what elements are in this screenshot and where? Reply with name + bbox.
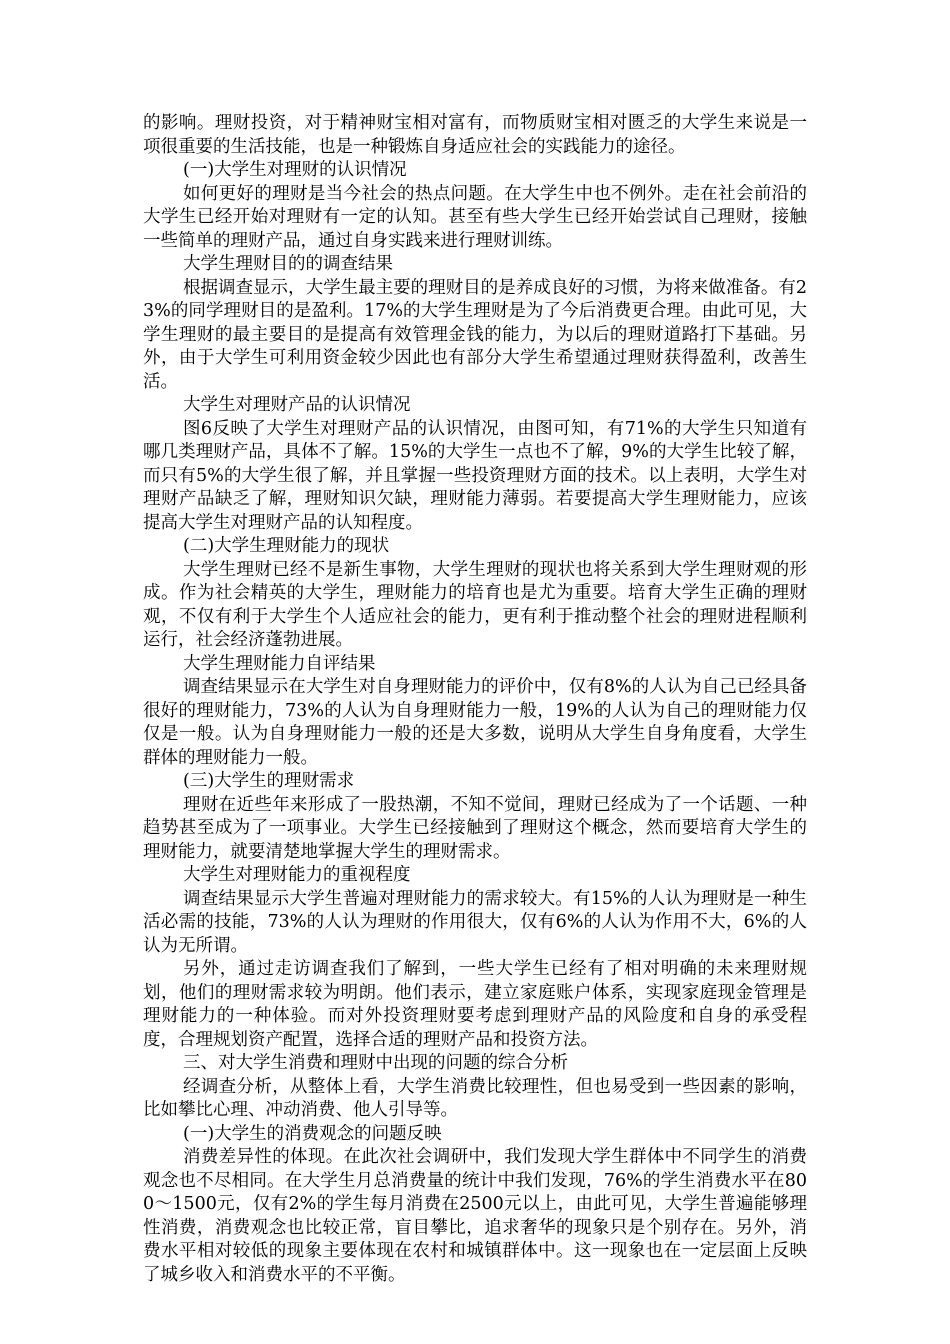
subheading-self-evaluation: 大学生理财能力自评结果 (183, 653, 376, 674)
paragraph: 调查结果显示在大学生对自身理财能力的评价中，仅有8%的人认为自己已经具备很好的理财能力，73%的人认为自身理财能力一般，19%的人认为自己的理财能力仅仅是一般。认为自身理财能力一般的还是大多数，说明从大学生自身角度看，大学生群体的理财能力一般。 (143, 677, 807, 768)
section-heading-consumption-issues: (一)大学生的消费观念的问题反映 (183, 1123, 442, 1144)
section-heading-cognition: (一)大学生对理财的认识情况 (183, 160, 407, 180)
paragraph: 如何更好的理财是当今社会的热点问题。在大学生中也不例外。走在社会前沿的大学生已经开始对理财有一定的认知。甚至有些大学生已经开始尝试自己理财，接触一些简单的理财产品，通过自身实践来进行理财训练。 (143, 183, 807, 251)
subheading-purpose-survey: 大学生理财目的的调查结果 (183, 254, 393, 274)
paragraph: 消费差异性的体现。在此次社会调研中，我们发现大学生群体中不同学生的消费观念也不尽相同。在大学生月总消费量的统计中我们发现，76%的学生消费水平在800～1500元，仅有2%的学生每月消费在2500元以上，由此可见，大学生普遍能够理性消费，消费观念也比较正常，盲目攀比，追求奢华的现象只是个别存在。另外，消费水平相对较低的现象主要体现在农村和城镇群体中。这一现象也在一定层面上反映了城乡收入和消费水平的不平衡。 (143, 1147, 807, 1285)
subheading-product-cognition: 大学生对理财产品的认识情况 (183, 395, 411, 415)
paragraph: 图6反映了大学生对理财产品的认识情况，由图可知，有71%的大学生只知道有哪几类理财产品，具体不了解。15%的大学生一点也不了解，9%的大学生比较了解，而只有5%的大学生很了解，并且掌握一些投资理财方面的技术。以上表明，大学生对理财产品缺乏了解，理财知识欠缺，理财能力薄弱。若要提高大学生理财能力，应该提高大学生对理财产品的认知程度。 (143, 418, 807, 533)
subheading-importance: 大学生对理财能力的重视程度 (183, 865, 411, 885)
paragraph: 根据调查显示，大学生最主要的理财目的是养成良好的习惯，为将来做准备。有23%的同学理财目的是盈利。17%的大学生理财是为了今后消费更合理。由此可见，大学生理财的最主要目的是提高有效管理金钱的能力，为以后的理财道路打下基础。另外，由于大学生可利用资金较少因此也有部分大学生希望通过理财获得盈利，改善生活。 (143, 277, 807, 392)
paragraph: 另外，通过走访调查我们了解到，一些大学生已经有了相对明确的未来理财规划，他们的理财需求较为明朗。他们表示，建立家庭账户体系，实现家庭现金管理是理财能力的一种体验。而对外投资理财要考虑到理财产品的风险度和自身的承受程度，合理规划资产配置，选择合适的理财产品和投资方法。 (143, 959, 807, 1050)
paragraph: 经调查分析，从整体上看，大学生消费比较理性，但也易受到一些因素的影响，比如攀比心理、冲动消费、他人引导等。 (143, 1076, 807, 1120)
chapter-heading-analysis: 三、对大学生消费和理财中出现的问题的综合分析 (183, 1053, 568, 1073)
paragraph-continuation: 的影响。理财投资，对于精神财宝相对富有，而物质财宝相对匮乏的大学生来说是一项很重要的生活技能，也是一种锻炼自身适应社会的实践能力的途径。 (143, 113, 807, 157)
paragraph: 调查结果显示大学生普遍对理财能力的需求较大。有15%的人认为理财是一种生活必需的技能，73%的人认为理财的作用很大，仅有6%的人认为作用不大，6%的人认为无所谓。 (143, 888, 807, 956)
document-page (143, 112, 807, 1287)
paragraph: 理财在近些年来形成了一股热潮，不知不觉间，理财已经成为了一个话题、一种趋势甚至成为了一项事业。大学生已经接触到了理财这个概念，然而要培育大学生的理财能力，就要清楚地掌握大学生的理财需求。 (143, 794, 807, 862)
paragraph: 大学生理财已经不是新生事物，大学生理财的现状也将关系到大学生理财观的形成。作为社会精英的大学生，理财能力的培育也是尤为重要。培育大学生正确的理财观，不仅有利于大学生个人适应社会的能力，更有利于推动整个社会的理财进程顺利运行，社会经济蓬勃进展。 (143, 559, 807, 650)
section-heading-needs: (三)大学生的理财需求 (183, 771, 355, 791)
section-heading-ability-status: (二)大学生理财能力的现状 (183, 536, 390, 556)
